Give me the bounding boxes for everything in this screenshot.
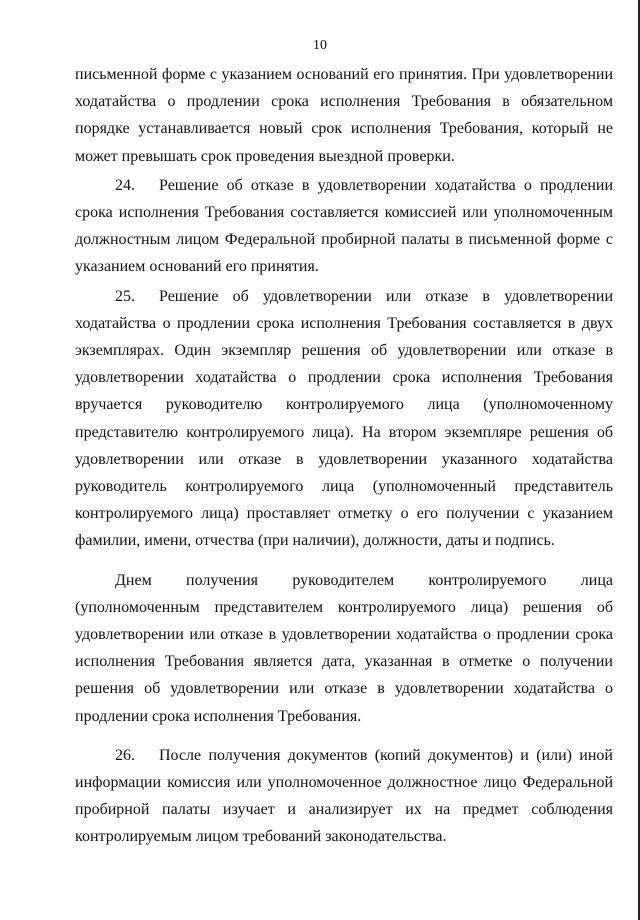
paragraph-item-25 (75, 283, 613, 555)
paragraph-receipt-date (75, 567, 613, 730)
paragraph-text: Решение об удовлетворении или отказе в удовлетворении ходатайства о продлении срока исполнения Требования составляется в двух экземплярах. Один экземпляр решения об удовлетворении или отказе в удовлетворении ходатайства о продлении срока исполнения Требования вручается руководителю контролируемого лица (уполномоченному представителю контролируемого лица). На втором экземпляре решения об удовлетворении или отказе в удовлетворении указанного ходатайства руководитель контролируемого лица (уполномоченный представитель контролируемого лица) проставляет отметку о его получении с указанием фамилии, имени, отчества (при наличии), должности, даты и подпись. (75, 287, 613, 550)
paragraph-text: После получения документов (копий документов) и (или) иной информации комиссия или уполномоченное должностное лицо Федеральной пробирной палаты изучает и анализирует их на предмет соблюдения контролируемым лицом требований законодательства. (75, 746, 613, 846)
paragraph-text: письменной форме с указанием оснований его принятия. При удовлетворении ходатайства о продлении срока исполнения Требования в обязательном порядке устанавливается новый срок исполнения Требования, который не может превышать срок проведения выездной проверки. (75, 66, 613, 165)
paragraph-number: 24. (115, 176, 135, 194)
paragraph-item-24 (75, 172, 613, 281)
paragraph-text: Решение об отказе в удовлетворении ходатайства о продлении срока исполнения Требования составляется комиссией или уполномоченным должностным лицом Федеральной пробирной палаты в письменной форме с указанием оснований его принятия. (75, 176, 613, 276)
paragraph-number: 25. (115, 287, 135, 305)
paragraph-item-26 (75, 742, 613, 851)
paragraph-number: 26. (115, 746, 135, 764)
paragraph-continuation (75, 61, 613, 170)
document-body (75, 61, 613, 851)
page-number: 10 (313, 38, 327, 53)
paragraph-text: Днем получения руководителем контролируемого лица (уполномоченным представителем контролируемого лица) решения об удовлетворении или отказе в удовлетворении ходатайства о продлении срока исполнения Требования является дата, указанная в отметке о получении решения об удовлетворении или отказе в удовлетворении ходатайства о продлении срока исполнения Требования. (75, 571, 613, 725)
